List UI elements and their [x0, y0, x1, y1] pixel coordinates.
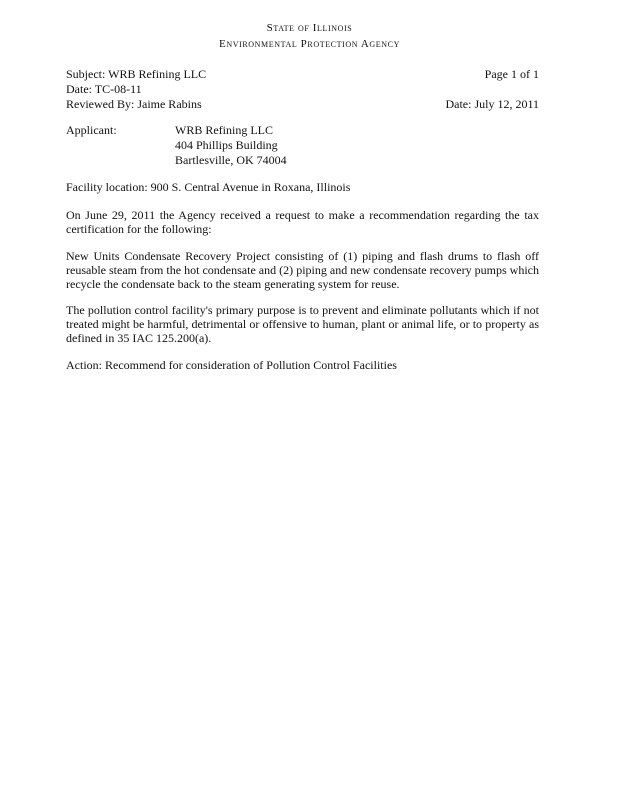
- agency-name-heading: Environmental Protection Agency: [219, 38, 400, 50]
- reference-row: [66, 82, 539, 96]
- reference-text: Date: TC-08-11: [66, 82, 142, 96]
- applicant-label: Applicant:: [66, 123, 117, 137]
- review-date: Date: July 12, 2011: [445, 97, 539, 111]
- subject-text: Subject: WRB Refining LLC: [66, 67, 207, 81]
- action-paragraph: Action: Recommend for consideration of Pollution Control Facilities: [66, 358, 397, 372]
- reviewed-by-text: Reviewed By: Jaime Rabins: [66, 97, 202, 111]
- applicant-name: WRB Refining LLC: [175, 123, 273, 137]
- project-description-paragraph: New Units Condensate Recovery Project consisting of (1) piping and flash drums to flash off reusable steam from the hot condensate and (2) piping and new condensate recovery pumps which recycle the condensate back to the steam generating system for reuse.: [66, 249, 539, 291]
- applicant-city: Bartlesville, OK 74004: [175, 153, 287, 167]
- purpose-paragraph: The pollution control facility's primary purpose is to prevent and eliminate pollutants which if not treated might be harmful, detrimental or offensive to human, plant or animal life, or to property as defined in 35 IAC 125.200(a).: [66, 303, 539, 345]
- subject-row: [66, 67, 539, 81]
- page-number: Page 1 of 1: [484, 67, 539, 81]
- facility-location-paragraph: Facility location: 900 S. Central Avenue in Roxana, Illinois: [66, 180, 351, 194]
- request-paragraph: On June 29, 2011 the Agency received a request to make a recommendation regarding the tax certification for the following:: [66, 208, 539, 236]
- agency-state-heading: State of Illinois: [266, 22, 353, 34]
- applicant-address: [175, 123, 287, 168]
- applicant-street: 404 Phillips Building: [175, 138, 278, 152]
- reviewer-row: [66, 97, 539, 111]
